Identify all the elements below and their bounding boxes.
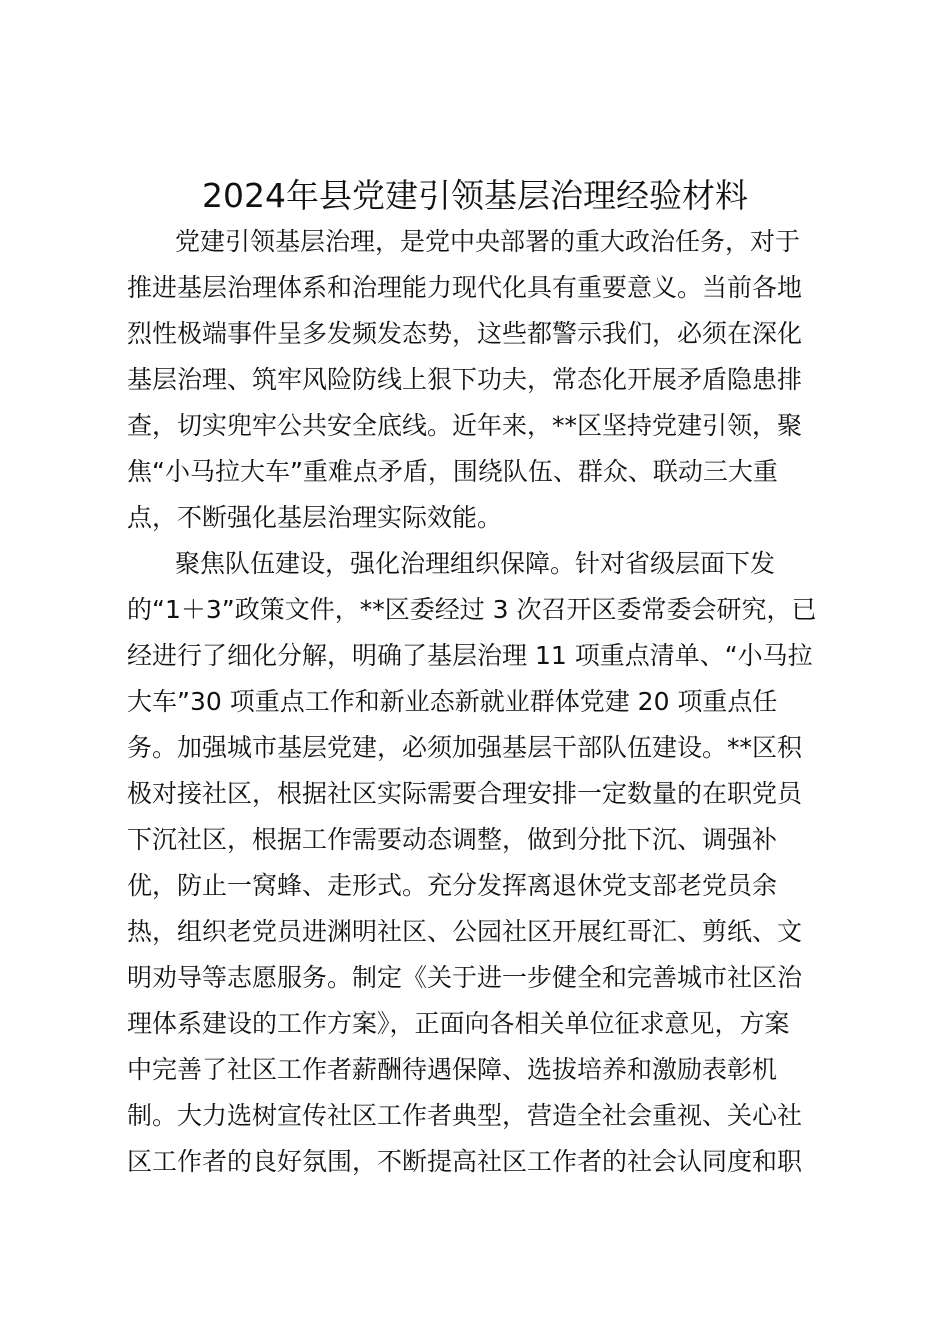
body-line-11: 大车”30 项重点工作和新业态新就业群体党建 20 项重点任 bbox=[127, 687, 778, 716]
body-line-15: 优，防止一窝蜂、走形式。充分发挥离退休党支部老党员余 bbox=[127, 871, 778, 900]
body-line-21: 区工作者的良好氛围，不断提高社区工作者的社会认同度和职 bbox=[127, 1147, 803, 1176]
body-line-20: 制。大力选树宣传社区工作者典型，营造全社会重视、关心社 bbox=[127, 1101, 803, 1130]
body-line-17: 明劝导等志愿服务。制定《关于进一步健全和完善城市社区治 bbox=[127, 963, 803, 992]
body-line-2: 推进基层治理体系和治理能力现代化具有重要意义。当前各地 bbox=[127, 273, 803, 302]
body-line-16: 热，组织老党员进渊明社区、公园社区开展红哥汇、剪纸、文 bbox=[127, 917, 803, 946]
body-line-18: 理体系建设的工作方案》，正面向各相关单位征求意见，方案 bbox=[127, 1009, 790, 1038]
page-title: 2024年县党建引领基层治理经验材料 bbox=[202, 176, 748, 215]
body-line-1: 党建引领基层治理，是党中央部署的重大政治任务，对于 bbox=[175, 227, 801, 256]
body-line-12: 务。加强城市基层党建，必须加强基层干部队伍建设。**区积 bbox=[127, 733, 803, 762]
body-line-4: 基层治理、筑牢风险防线上狠下功夫，常态化开展矛盾隐患排 bbox=[127, 365, 803, 394]
body-line-7: 点，不断强化基层治理实际效能。 bbox=[127, 503, 503, 532]
body-line-19: 中完善了社区工作者薪酬待遇保障、选拔培养和激励表彰机 bbox=[127, 1055, 778, 1084]
body-line-8: 聚焦队伍建设，强化治理组织保障。针对省级层面下发 bbox=[175, 549, 776, 578]
body-line-5: 查，切实兜牢公共安全底线。近年来，**区坚持党建引领，聚 bbox=[127, 411, 803, 440]
body-line-10: 经进行了细化分解，明确了基层治理 11 项重点清单、“小马拉 bbox=[127, 641, 813, 670]
body-line-3: 烈性极端事件呈多发频发态势，这些都警示我们，必须在深化 bbox=[127, 319, 803, 348]
body-line-6: 焦“小马拉大车”重难点矛盾，围绕队伍、群众、联动三大重 bbox=[127, 457, 778, 486]
body-line-14: 下沉社区，根据工作需要动态调整，做到分批下沉、调强补 bbox=[127, 825, 778, 854]
body-line-13: 极对接社区，根据社区实际需要合理安排一定数量的在职党员 bbox=[127, 779, 803, 808]
body-line-9: 的“1＋3”政策文件，**区委经过 3 次召开区委常委会研究，已 bbox=[127, 595, 817, 624]
